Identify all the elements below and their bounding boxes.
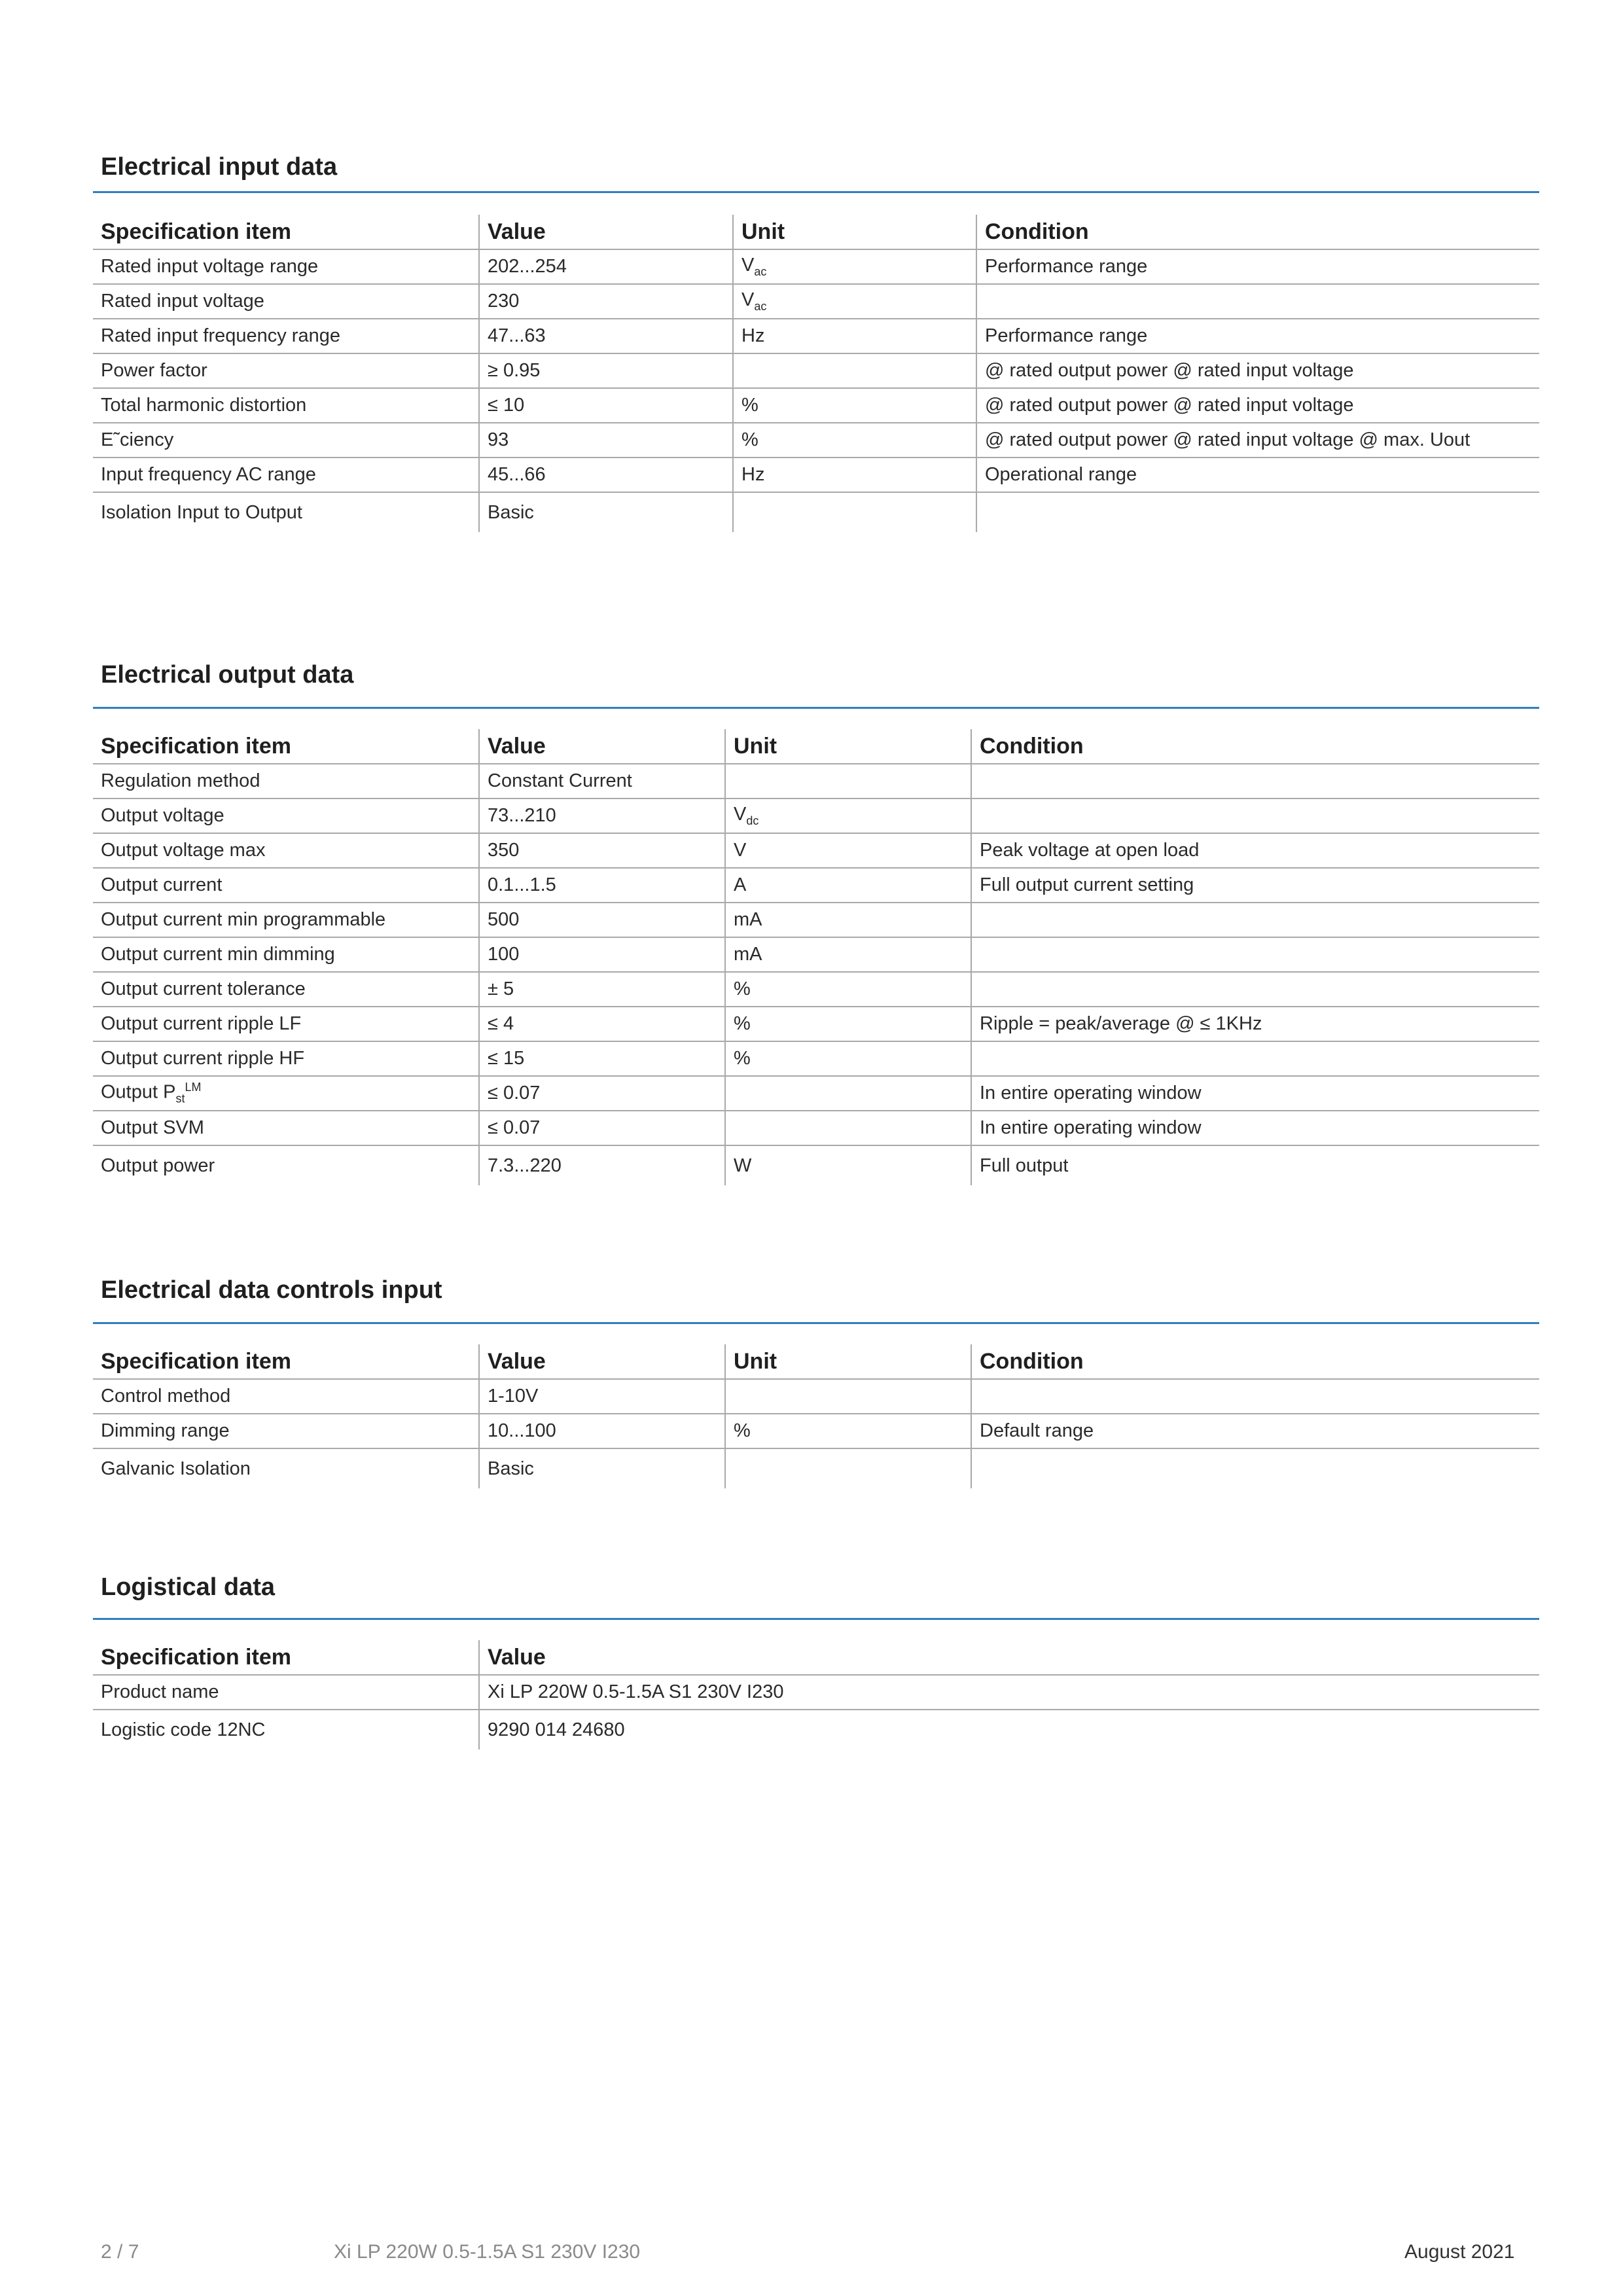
cell-condition: In entire operating window xyxy=(971,1111,1539,1145)
cell-item: Galvanic Isolation xyxy=(101,1458,251,1479)
cell-value: Basic xyxy=(479,1448,725,1488)
cell-item: Output voltage xyxy=(93,798,479,833)
cell-condition xyxy=(971,764,1539,798)
unit-subscript: ac xyxy=(754,264,767,278)
cell-item: E˜ciency xyxy=(93,423,479,457)
header-value: Value xyxy=(479,729,725,764)
cell-condition xyxy=(971,903,1539,937)
cell-unit: V xyxy=(725,833,971,868)
header-value: Value xyxy=(479,1640,1539,1675)
cell-value: ≤ 0.07 xyxy=(479,1111,725,1145)
cell-condition xyxy=(971,1041,1539,1076)
table-row xyxy=(93,903,1539,937)
header-spec-item: Specification item xyxy=(93,729,479,764)
section-title: Electrical input data xyxy=(101,153,338,181)
table-row xyxy=(93,972,1539,1007)
cell-value: ≤ 10 xyxy=(479,388,733,423)
cell-condition xyxy=(971,798,1539,833)
cell-unit xyxy=(725,798,971,833)
table-row xyxy=(93,492,1539,532)
section-rule xyxy=(93,1322,1539,1324)
table-row xyxy=(93,284,1539,319)
cell-unit: W xyxy=(725,1145,971,1185)
cell-value: 100 xyxy=(479,937,725,972)
cell-unit: Hz xyxy=(733,457,976,492)
cell-item: Regulation method xyxy=(93,764,479,798)
cell-item xyxy=(93,1076,479,1111)
cell-item: Dimming range xyxy=(93,1414,479,1448)
footer-date: August 2021 xyxy=(1404,2241,1515,2263)
cell-item: Output current ripple LF xyxy=(93,1007,479,1041)
cell-unit xyxy=(725,1076,971,1111)
cell-unit: mA xyxy=(725,937,971,972)
cell-condition xyxy=(976,284,1539,319)
unit-text: V xyxy=(741,255,755,276)
cell-condition xyxy=(971,1448,1539,1488)
section-rule xyxy=(93,191,1539,193)
table-row xyxy=(93,319,1539,353)
table-row xyxy=(93,1111,1539,1145)
unit-subscript: ac xyxy=(754,299,767,313)
cell-unit: mA xyxy=(725,903,971,937)
cell-unit: A xyxy=(725,868,971,903)
cell-value: 10...100 xyxy=(479,1414,725,1448)
table-row xyxy=(93,1076,1539,1111)
cell-item: Output current tolerance xyxy=(93,972,479,1007)
cell-value: 500 xyxy=(479,903,725,937)
item-subscript: st xyxy=(175,1092,185,1105)
cell-item: Rated input frequency range xyxy=(93,319,479,353)
unit-text: V xyxy=(741,289,755,311)
table-row xyxy=(93,937,1539,972)
cell-item: Output current xyxy=(93,868,479,903)
cell-unit: % xyxy=(725,1007,971,1041)
cell-unit xyxy=(725,1379,971,1414)
header-unit: Unit xyxy=(725,1344,971,1379)
cell-value: ± 5 xyxy=(479,972,725,1007)
cell-item: Power factor xyxy=(93,353,479,388)
table-row xyxy=(93,764,1539,798)
cell-unit: % xyxy=(725,972,971,1007)
table-row xyxy=(93,353,1539,388)
cell-unit: % xyxy=(733,388,976,423)
table-row xyxy=(93,388,1539,423)
cell-condition: @ rated output power @ rated input voltage xyxy=(976,353,1539,388)
spec-table-controls-input xyxy=(93,1344,1539,1488)
cell-unit xyxy=(733,284,976,319)
cell-unit xyxy=(725,1448,971,1488)
cell-condition: @ rated output power @ rated input voltage xyxy=(976,388,1539,423)
unit-subscript: dc xyxy=(746,814,759,827)
cell-unit xyxy=(725,764,971,798)
cell-value: ≤ 4 xyxy=(479,1007,725,1041)
item-text: Output P xyxy=(101,1081,176,1103)
table-row xyxy=(93,1041,1539,1076)
table-row xyxy=(93,249,1539,284)
item-superscript: LM xyxy=(185,1081,202,1094)
cell-item: Rated input voltage xyxy=(93,284,479,319)
cell-item: Isolation Input to Output xyxy=(101,501,302,523)
section-rule xyxy=(93,1618,1539,1620)
cell-value: Xi LP 220W 0.5-1.5A S1 230V I230 xyxy=(479,1675,1539,1710)
table-row xyxy=(93,1675,1539,1710)
cell-condition xyxy=(976,492,1539,532)
cell-value: 202...254 xyxy=(479,249,733,284)
footer-page-number: 2 / 7 xyxy=(101,2241,139,2263)
spec-table-logistical xyxy=(93,1640,1539,1749)
cell-value: 45...66 xyxy=(479,457,733,492)
cell-value: Basic xyxy=(479,492,733,532)
table-row xyxy=(93,798,1539,833)
cell-unit xyxy=(733,492,976,532)
cell-unit: Hz xyxy=(733,319,976,353)
cell-item: Product name xyxy=(93,1675,479,1710)
cell-value: 47...63 xyxy=(479,319,733,353)
header-unit: Unit xyxy=(725,729,971,764)
cell-item: Control method xyxy=(93,1379,479,1414)
cell-condition: Performance range xyxy=(976,319,1539,353)
cell-unit xyxy=(733,249,976,284)
header-spec-item: Specification item xyxy=(93,1344,479,1379)
cell-value: Constant Current xyxy=(479,764,725,798)
table-row xyxy=(93,1379,1539,1414)
cell-condition: Full output current setting xyxy=(971,868,1539,903)
spec-table-electrical-output xyxy=(93,729,1539,1185)
cell-value: 0.1...1.5 xyxy=(479,868,725,903)
header-condition: Condition xyxy=(971,1344,1539,1379)
header-condition: Condition xyxy=(971,729,1539,764)
header-spec-item: Specification item xyxy=(93,215,479,249)
header-spec-item: Specification item xyxy=(93,1640,479,1675)
cell-condition: Peak voltage at open load xyxy=(971,833,1539,868)
table-row xyxy=(93,1710,1539,1749)
cell-value: ≥ 0.95 xyxy=(479,353,733,388)
cell-value: ≤ 0.07 xyxy=(479,1076,725,1111)
unit-text: V xyxy=(734,804,747,825)
cell-unit: % xyxy=(733,423,976,457)
cell-condition: Ripple = peak/average @ ≤ 1KHz xyxy=(971,1007,1539,1041)
section-title: Logistical data xyxy=(101,1573,276,1601)
cell-value: ≤ 15 xyxy=(479,1041,725,1076)
cell-item: Total harmonic distortion xyxy=(93,388,479,423)
cell-item: Logistic code 12NC xyxy=(101,1719,266,1740)
section-title: Electrical data controls input xyxy=(101,1276,442,1304)
cell-unit: % xyxy=(725,1414,971,1448)
table-row xyxy=(93,1145,1539,1185)
table-row xyxy=(93,833,1539,868)
cell-condition xyxy=(971,937,1539,972)
table-row xyxy=(93,1448,1539,1488)
header-condition: Condition xyxy=(976,215,1539,249)
cell-item: Output voltage max xyxy=(93,833,479,868)
cell-item: Input frequency AC range xyxy=(93,457,479,492)
table-row xyxy=(93,868,1539,903)
footer-product-name: Xi LP 220W 0.5-1.5A S1 230V I230 xyxy=(334,2241,641,2263)
cell-value: 73...210 xyxy=(479,798,725,833)
section-title: Electrical output data xyxy=(101,661,354,689)
table-row xyxy=(93,1414,1539,1448)
cell-item: Output SVM xyxy=(93,1111,479,1145)
cell-condition xyxy=(971,1379,1539,1414)
cell-condition: Operational range xyxy=(976,457,1539,492)
cell-item: Output current min dimming xyxy=(93,937,479,972)
cell-value: 350 xyxy=(479,833,725,868)
cell-condition: Full output xyxy=(971,1145,1539,1185)
header-unit: Unit xyxy=(733,215,976,249)
cell-value: 7.3...220 xyxy=(479,1145,725,1185)
cell-unit: % xyxy=(725,1041,971,1076)
cell-value: 230 xyxy=(479,284,733,319)
table-row xyxy=(93,423,1539,457)
cell-unit xyxy=(733,353,976,388)
cell-unit xyxy=(725,1111,971,1145)
header-value: Value xyxy=(479,215,733,249)
cell-value: 93 xyxy=(479,423,733,457)
section-rule xyxy=(93,707,1539,709)
cell-item: Output current ripple HF xyxy=(93,1041,479,1076)
cell-item: Output power xyxy=(101,1155,215,1176)
cell-value: 9290 014 24680 xyxy=(479,1710,1539,1749)
cell-condition: In entire operating window xyxy=(971,1076,1539,1111)
cell-value: 1-10V xyxy=(479,1379,725,1414)
table-row xyxy=(93,457,1539,492)
cell-item: Output current min programmable xyxy=(93,903,479,937)
cell-condition: Performance range xyxy=(976,249,1539,284)
spec-table-electrical-input xyxy=(93,215,1539,532)
cell-condition: Default range xyxy=(971,1414,1539,1448)
table-row xyxy=(93,1007,1539,1041)
cell-condition xyxy=(971,972,1539,1007)
header-value: Value xyxy=(479,1344,725,1379)
cell-item: Rated input voltage range xyxy=(93,249,479,284)
cell-condition: @ rated output power @ rated input voltage @ max. Uout xyxy=(976,423,1539,457)
